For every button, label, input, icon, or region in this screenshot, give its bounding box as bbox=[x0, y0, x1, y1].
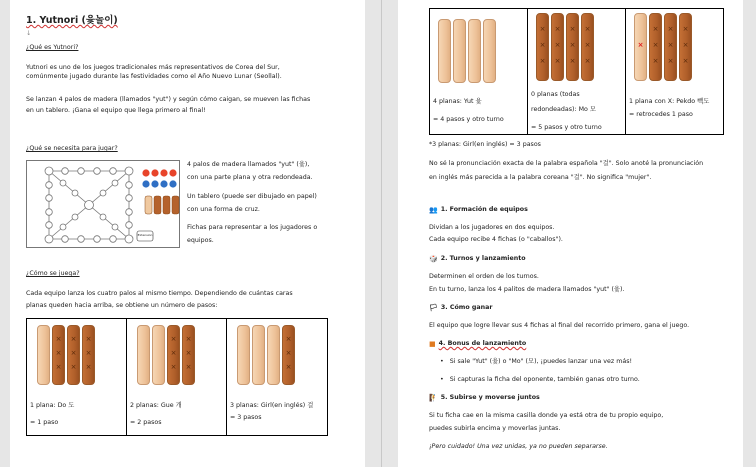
board-drawing bbox=[27, 161, 181, 249]
throw-gue-label: 2 planas: Gue 개 bbox=[130, 402, 182, 409]
teams-line-2: Cada equipo recibe 4 fichas (o "caballos"). bbox=[429, 236, 563, 243]
climb-icon: 🧗 bbox=[429, 394, 438, 402]
page-title: 1. Yutnori (윷놀이) bbox=[26, 15, 118, 26]
throw-do-steps: = 1 paso bbox=[30, 419, 59, 426]
stack-line-2: puedes subirla encima y moverlas juntas. bbox=[429, 425, 561, 432]
paragraph-mark: ↓ bbox=[26, 30, 32, 37]
board-illustration bbox=[26, 160, 180, 248]
teams-line-1: Dividan a los jugadores en dos equipos. bbox=[429, 224, 555, 231]
throw-table-2 bbox=[429, 8, 724, 135]
needs-item-1: 4 palos de madera llamados "yut" (윷), bbox=[187, 161, 310, 168]
section-teams-heading: 👥 1. Formación de equipos bbox=[429, 206, 528, 214]
throw-cell-pekdo bbox=[626, 9, 723, 134]
throw-yut-steps: = 4 pasos y otro turno bbox=[433, 116, 504, 123]
section-win-heading: 🏳 3. Cómo ganar bbox=[429, 304, 493, 312]
page-left bbox=[10, 0, 365, 467]
note-girl: *3 planas: Girl(en inglés) = 3 pasos bbox=[429, 141, 541, 148]
bonus-bullet-2: • Si capturas la ficha del oponente, también ganas otro turno. bbox=[440, 376, 640, 383]
needs-item-3b: equipos. bbox=[187, 237, 214, 244]
needs-item-2: Un tablero (puede ser dibujado en papel) bbox=[187, 193, 317, 200]
sticks-girl: × × × bbox=[237, 325, 295, 385]
bonus-icon: ■ bbox=[429, 340, 436, 348]
how-line-2: planas queden hacia arriba, se obtiene un número de pasos: bbox=[26, 302, 218, 309]
page-right bbox=[398, 0, 743, 467]
throw-yut-label: 4 planas: Yut 윷 bbox=[433, 98, 482, 105]
win-line: El equipo que logre llevar sus 4 fichas al final del recorrido primero, gana el juego. bbox=[429, 322, 690, 329]
intro-heading: ¿Qué es Yutnori? bbox=[26, 44, 79, 51]
intro-line-3: Se lanzan 4 palos de madera (llamados "yut") y según cómo caigan, se mueven las fichas bbox=[26, 96, 311, 103]
how-line-1: Cada equipo lanza los cuatro palos al mismo tiempo. Dependiendo de cuántas caras bbox=[26, 290, 293, 297]
throw-girl-label: 3 planas: Girl(en inglés) 걸 bbox=[230, 402, 314, 409]
throw-table-1 bbox=[26, 318, 328, 436]
throw-pekdo-label: 1 plana con X: Pekdo 빽도 bbox=[629, 98, 710, 105]
people-icon: 👥 bbox=[429, 206, 438, 214]
throw-cell-gue bbox=[127, 319, 227, 435]
section-bonus-heading: ■ 4. Bonus de lanzamiento bbox=[429, 340, 527, 348]
flag-icon: 🏳 bbox=[429, 304, 438, 312]
needs-item-3: Fichas para representar a los jugadores o bbox=[187, 224, 318, 231]
throw-cell-do bbox=[27, 319, 127, 435]
needs-item-1b: con una parte plana y otra redondeada. bbox=[187, 174, 313, 181]
intro-line-2: comúnmente jugado durante las festividades como el Año Nuevo Lunar (Seollal). bbox=[26, 73, 282, 80]
section-turns-heading: 🎲 2. Turnos y lanzamiento bbox=[429, 255, 526, 263]
throw-pekdo-steps: = retrocedes 1 paso bbox=[629, 111, 693, 118]
closing-warning: ¡Pero cuidado! Una vez unidas, ya no pueden separarse. bbox=[429, 443, 608, 450]
throw-mo-label-2: redondeadas): Mo 모 bbox=[531, 106, 596, 113]
throw-cell-girl bbox=[227, 319, 327, 435]
page-divider bbox=[381, 0, 382, 467]
sticks-do: × × × × × × × × × bbox=[37, 325, 95, 385]
section-stack-heading: 🧗 5. Subirse y moverse juntos bbox=[429, 394, 540, 402]
how-heading: ¿Cómo se juega? bbox=[26, 270, 80, 277]
sticks-gue: × × × × × × bbox=[137, 325, 195, 385]
throw-cell-yut bbox=[430, 9, 528, 134]
sticks-yut bbox=[438, 19, 496, 83]
note-pron-2: en inglés más parecida a la palabra coreana "걸". No significa "mujer". bbox=[429, 174, 652, 181]
throw-cell-mo bbox=[528, 9, 626, 134]
intro-line-4: en un tablero. ¡Gana el equipo que llega primero al final! bbox=[26, 107, 206, 114]
bonus-bullet-1: • Si sale "Yut" (윷) o "Mo" (모), ¡puedes lanzar una vez más! bbox=[440, 358, 632, 365]
needs-heading: ¿Qué se necesita para jugar? bbox=[26, 145, 118, 152]
needs-item-2b: con una forma de cruz. bbox=[187, 206, 260, 213]
note-pron-1: No sé la pronunciación exacta de la palabra española "걸". Solo anoté la pronunciación bbox=[429, 160, 704, 167]
turns-line-1: Determinen el orden de los turnos. bbox=[429, 273, 539, 280]
stack-line-1: Si tu ficha cae en la misma casilla donde ya está otra de tu propio equipo, bbox=[429, 412, 664, 419]
dice-icon: 🎲 bbox=[429, 255, 438, 263]
throw-mo-label-1: 0 planas (todas bbox=[531, 91, 580, 98]
sticks-mo: × × × × × × × × × × × × bbox=[536, 13, 594, 81]
throw-do-label: 1 plana: Do 도 bbox=[30, 402, 75, 409]
intro-line-1: Yutnori es uno de los juegos tradicionales más representativos de Corea del Sur, bbox=[26, 64, 280, 71]
throw-mo-steps: = 5 pasos y otro turno bbox=[531, 124, 602, 131]
throw-gue-steps: = 2 pasos bbox=[130, 419, 162, 426]
board-label: Extension bbox=[137, 233, 153, 237]
sticks-pekdo: × × × × × × × × × × bbox=[634, 13, 692, 81]
throw-girl-steps: = 3 pasos bbox=[230, 414, 262, 421]
turns-line-2: En tu turno, lanza los 4 palitos de madera llamados "yut" (윷). bbox=[429, 286, 625, 293]
